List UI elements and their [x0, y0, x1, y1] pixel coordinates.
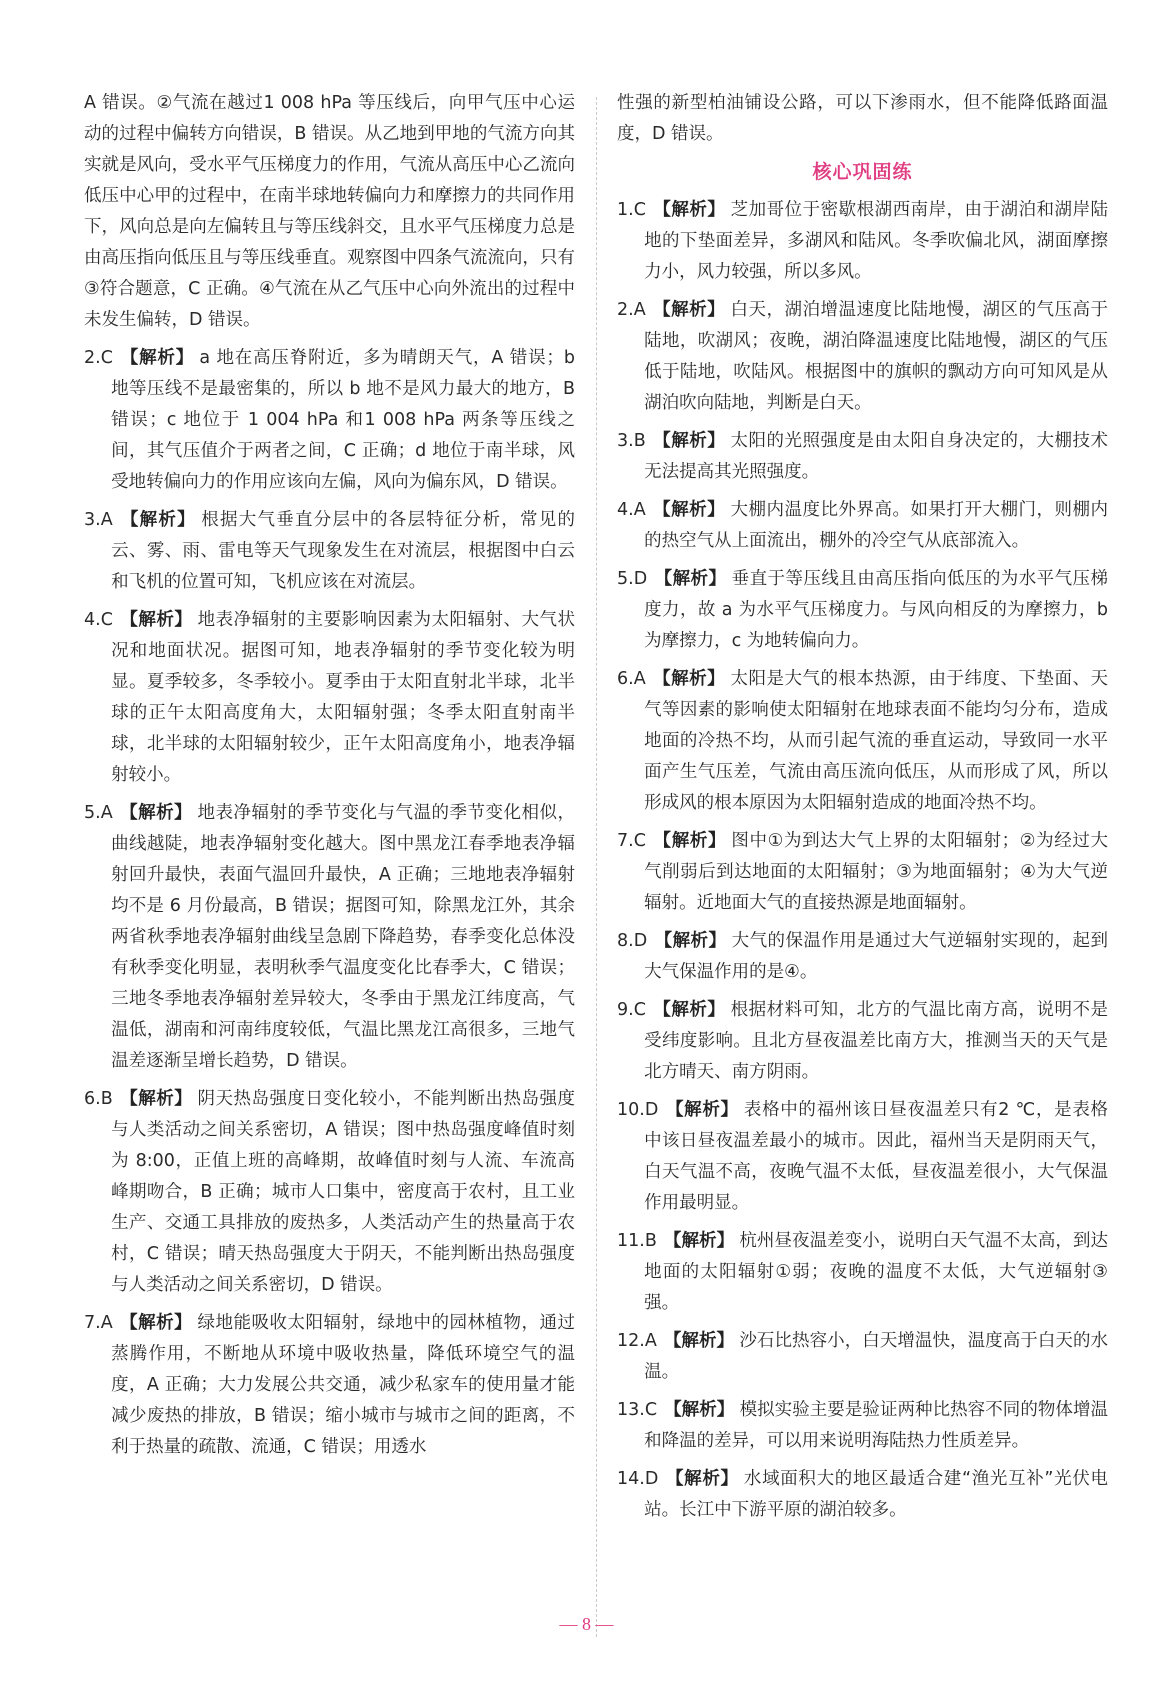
analysis-tag: 【解析】 — [665, 1469, 739, 1489]
answer-item — [617, 826, 1108, 919]
answer-number: 11.B — [617, 1231, 657, 1251]
analysis-tag: 【解析】 — [665, 1100, 739, 1120]
answer-list-left — [84, 343, 575, 1463]
answer-number: 6.A — [617, 669, 646, 689]
answer-number: 3.B — [617, 431, 646, 451]
analysis-tag: 【解析】 — [652, 1000, 726, 1020]
answer-number: 1.C — [617, 200, 646, 220]
analysis-tag: 【解析】 — [663, 1231, 735, 1251]
analysis-tag: 【解析】 — [119, 1313, 193, 1333]
analysis-text: 地表净辐射的主要影响因素为太阳辐射、大气状况和地面状况。据图可知，地表净辐射的季节变化较为明显。夏季较多，冬季较小。夏季由于太阳直射北半球，北半球的正午太阳高度角大，太阳辐射强；冬季太阳直射南半球，北半球的太阳辐射较少，正午太阳高度角小，地表净辐射较小。 — [111, 610, 576, 785]
analysis-text: 阴天热岛强度日变化较小，不能判断出热岛强度与人类活动之间关系密切，A 错误；图中热岛强度峰值时刻为 8:00，正值上班的高峰期，故峰值时刻与人流、车流高峰期吻合，B 正确；城市人口集中，密度高于农村，且工业生产、交通工具排放的废热多，人类活动产生的热量高于农村，C 错误；晴天热岛强度大于阴天，不能判断出热岛强度与人类活动之间关系密切，D 错误。 — [111, 1089, 576, 1295]
answer-item — [617, 1326, 1108, 1388]
answer-item — [617, 926, 1108, 988]
answer-item — [617, 1464, 1108, 1526]
answer-item — [617, 1095, 1108, 1219]
answer-number: 5.D — [617, 569, 648, 589]
answer-item — [617, 1226, 1108, 1319]
analysis-tag: 【解析】 — [652, 200, 726, 220]
continuation-text: A 错误。②气流在越过1 008 hPa 等压线后，向甲气压中心运动的过程中偏转方向错误，B 错误。从乙地到甲地的气流方向其实就是风向，受水平气压梯度力的作用，气流从高压中心乙流向低压中心甲的过程中，在南半球地转偏向力和摩擦力的共同作用下，风向总是向左偏转且与等压线斜交，且水平气压梯度力总是由高压指向低压且与等压线垂直。观察图中四条气流流向，只有③符合题意，C 正确。④气流在从乙气压中心向外流出的过程中未发生偏转，D 错误。 — [84, 93, 575, 330]
answer-item — [84, 505, 575, 598]
analysis-tag: 【解析】 — [652, 669, 726, 689]
answer-number: 12.A — [617, 1331, 657, 1351]
answer-number: 5.A — [84, 803, 113, 823]
answer-number: 6.B — [84, 1089, 113, 1109]
answer-item — [84, 343, 575, 498]
answer-item — [617, 995, 1108, 1088]
answer-item — [84, 605, 575, 791]
analysis-text: 图中①为到达大气上界的太阳辐射；②为经过大气削弱后到达地面的太阳辐射；③为地面辐射；④为大气逆辐射。近地面大气的直接热源是地面辐射。 — [644, 831, 1108, 913]
answer-item — [617, 664, 1108, 819]
left-column — [84, 88, 575, 1470]
analysis-tag: 【解析】 — [119, 610, 193, 630]
analysis-tag: 【解析】 — [654, 931, 727, 951]
analysis-text: 白天，湖泊增温速度比陆地慢，湖区的气压高于陆地，吹湖风；夜晚，湖泊降温速度比陆地慢，湖区的气压低于陆地，吹陆风。根据图中的旗帜的飘动方向可知风是从湖泊吹向陆地，判断是白天。 — [644, 300, 1108, 413]
answer-item — [84, 798, 575, 1077]
analysis-tag: 【解析】 — [663, 1331, 735, 1351]
right-column — [617, 88, 1108, 1533]
analysis-text: 杭州昼夜温差变小，说明白天气温不太高，到达地面的太阳辐射①弱；夜晚的温度不太低，大气逆辐射③强。 — [644, 1231, 1108, 1313]
answer-number: 2.C — [84, 348, 113, 368]
analysis-tag: 【解析】 — [119, 803, 193, 823]
analysis-text: 绿地能吸收太阳辐射，绿地中的园林植物，通过蒸腾作用，不断地从环境中吸收热量，降低环境空气的温度，A 正确；大力发展公共交通，减少私家车的使用量才能减少废热的排放，B 错误；缩小城市与城市之间的距离，不利于热量的疏散、流通，C 错误；用透水 — [111, 1313, 575, 1457]
answer-number: 13.C — [617, 1400, 658, 1420]
analysis-tag: 【解析】 — [119, 1089, 193, 1109]
analysis-text: 沙石比热容小，白天增温快，温度高于白天的水温。 — [644, 1331, 1109, 1382]
analysis-tag: 【解析】 — [654, 569, 727, 589]
analysis-tag: 【解析】 — [652, 831, 727, 851]
answer-number: 10.D — [617, 1100, 659, 1120]
analysis-tag: 【解析】 — [119, 348, 195, 368]
answer-number: 4.C — [84, 610, 113, 630]
answer-item — [84, 1084, 575, 1301]
answer-item — [617, 1395, 1108, 1457]
analysis-text: 垂直于等压线且由高压指向低压的为水平气压梯度力，故 a 为水平气压梯度力。与风向相反的为摩擦力，b 为摩擦力，c 为地转偏向力。 — [644, 569, 1109, 651]
answer-item — [617, 426, 1108, 488]
answer-item — [84, 1308, 575, 1463]
page-number: — 8 — — [559, 1614, 614, 1634]
analysis-text: 根据大气垂直分层中的各层特征分析，常见的云、雾、雨、雷电等天气现象发生在对流层，根据图中白云和飞机的位置可知，飞机应该在对流层。 — [111, 510, 576, 592]
answer-number: 8.D — [617, 931, 648, 951]
analysis-tag: 【解析】 — [664, 1400, 735, 1420]
analysis-text: 模拟实验主要是验证两种比热容不同的物体增温和降温的差异，可以用来说明海陆热力性质差异。 — [644, 1400, 1109, 1451]
analysis-text: 芝加哥位于密歇根湖西南岸，由于湖泊和湖岸陆地的下垫面差异，多湖风和陆风。冬季吹偏北风，湖面摩擦力小，风力较强，所以多风。 — [644, 200, 1109, 282]
analysis-tag: 【解析】 — [652, 300, 726, 320]
analysis-text: 表格中的福州该日昼夜温差只有2 ℃，是表格中该日昼夜温差最小的城市。因此，福州当天是阴雨天气，白天气温不高，夜晚气温不太低，昼夜温差很小，大气保温作用最明显。 — [644, 1100, 1108, 1213]
answer-number: 2.A — [617, 300, 646, 320]
continuation-text: 性强的新型柏油铺设公路，可以下渗雨水，但不能降低路面温度，D 错误。 — [617, 93, 1108, 144]
answer-item — [617, 495, 1108, 557]
answer-item — [617, 564, 1108, 657]
analysis-text: 太阳的光照强度是由太阳自身决定的，大棚技术无法提高其光照强度。 — [644, 431, 1109, 482]
analysis-text: 水域面积大的地区最适合建“渔光互补”光伏电站。长江中下游平原的湖泊较多。 — [644, 1469, 1108, 1520]
answer-number: 7.A — [84, 1313, 113, 1333]
analysis-text: 大气的保温作用是通过大气逆辐射实现的，起到大气保温作用的是④。 — [644, 931, 1109, 982]
answer-item — [617, 295, 1108, 419]
answer-list-right — [617, 195, 1108, 1526]
analysis-text: a 地在高压脊附近，多为晴朗天气，A 错误；b 地等压线不是最密集的，所以 b 地不是风力最大的地方，B 错误；c 地位于 1 004 hPa 和1 008 hPa 两条等压线之间，其气压值介于两者之间，C 正确；d 地位于南半球，风受地转偏向力的作用应该向左偏，风向为偏东风，D 错误。 — [111, 348, 576, 492]
section-title: 核心巩固练 — [812, 161, 913, 183]
analysis-tag: 【解析】 — [119, 510, 196, 530]
column-divider — [596, 97, 597, 1637]
answer-number: 14.D — [617, 1469, 659, 1489]
analysis-text: 地表净辐射的季节变化与气温的季节变化相似，曲线越陡，地表净辐射变化越大。图中黑龙江春季地表净辐射回升最快，表面气温回升最快，A 正确；三地地表净辐射均不是 6 月份最高，B 错误；据图可知，除黑龙江外，其余两省秋季地表净辐射曲线呈急剧下降趋势，春季变化总体没有秋季变化明显，表明秋季气温度变化比春季大，C 错误；三地冬季地表净辐射差异较大，冬季由于黑龙江纬度高，气温低，湖南和河南纬度较低，气温比黑龙江高很多，三地气温差逐渐呈增长趋势，D 错误。 — [111, 803, 575, 1071]
answer-number: 4.A — [617, 500, 646, 520]
answer-item — [617, 195, 1108, 288]
analysis-text: 根据材料可知，北方的气温比南方高，说明不是受纬度影响。且北方昼夜温差比南方大，推测当天的天气是北方晴天、南方阴雨。 — [644, 1000, 1109, 1082]
answer-number: 9.C — [617, 1000, 646, 1020]
analysis-tag: 【解析】 — [652, 431, 726, 451]
answer-number: 3.A — [84, 510, 113, 530]
analysis-text: 太阳是大气的根本热源，由于纬度、下垫面、天气等因素的影响使太阳辐射在地球表面不能均匀分布，造成地面的冷热不均，从而引起气流的垂直运动，导致同一水平面产生气压差，气流由高压流向低压，从而形成了风，所以形成风的根本原因为太阳辐射造成的地面冷热不均。 — [644, 669, 1108, 813]
analysis-text: 大棚内温度比外界高。如果打开大棚门，则棚内的热空气从上面流出，棚外的冷空气从底部流入。 — [644, 500, 1108, 551]
analysis-tag: 【解析】 — [652, 500, 726, 520]
answer-number: 7.C — [617, 831, 646, 851]
